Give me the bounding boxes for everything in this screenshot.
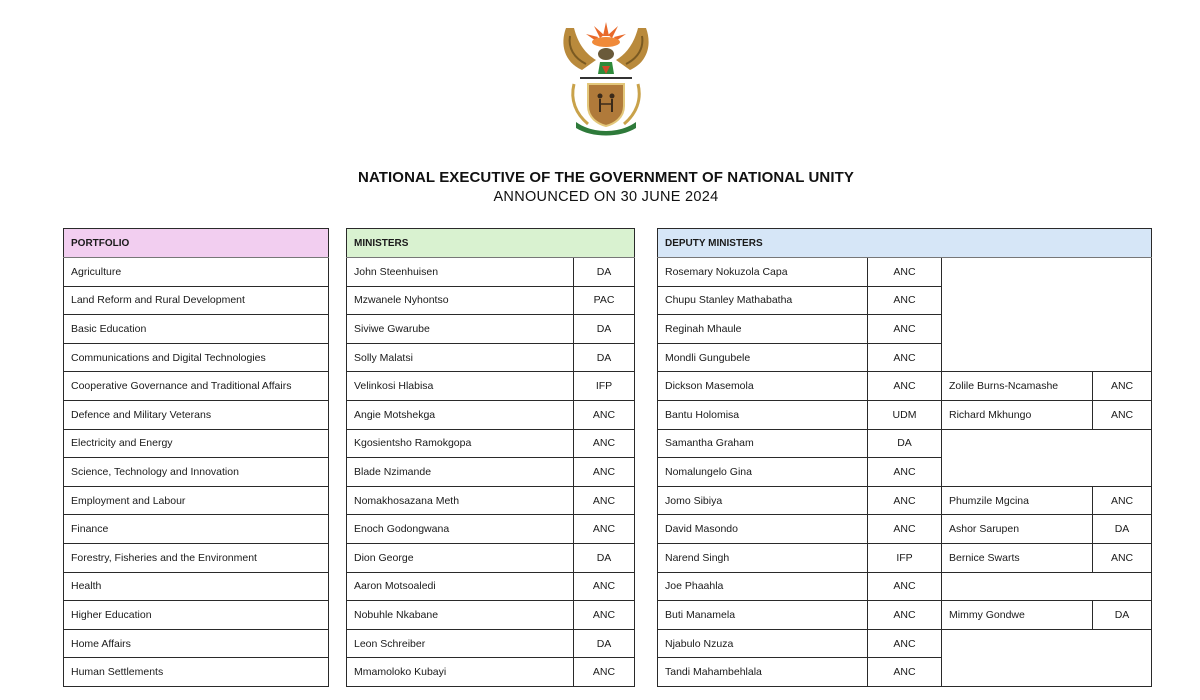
page-title: NATIONAL EXECUTIVE OF THE GOVERNMENT OF NATIONAL UNITY — [358, 169, 854, 186]
second-party-cell: DA — [1093, 601, 1152, 630]
minister-name: Kgosientsho Ramokgopa — [347, 429, 574, 458]
deputy-name: Rosemary Nokuzola Capa — [658, 258, 868, 287]
second-deputy-name: Ashor Sarupen — [942, 515, 1093, 544]
portfolio-cell: Higher Education — [64, 601, 329, 630]
party-cell: ANC — [868, 601, 942, 630]
portfolio-cell: Land Reform and Rural Development — [64, 286, 329, 315]
empty-cell — [942, 258, 1152, 372]
party-cell: DA — [574, 258, 635, 287]
minister-name: Dion George — [347, 543, 574, 572]
table-row — [347, 400, 635, 429]
second-deputy-name: Mimmy Gondwe — [942, 601, 1093, 630]
table-row — [64, 400, 329, 429]
table-row — [658, 543, 1152, 572]
table-row — [347, 458, 635, 487]
deputy-name: Mondli Gungubele — [658, 343, 868, 372]
minister-name: Siviwe Gwarube — [347, 315, 574, 344]
minister-name: Solly Malatsi — [347, 343, 574, 372]
table-row — [658, 601, 1152, 630]
second-party-cell: ANC — [1093, 486, 1152, 515]
deputy-name: Buti Manamela — [658, 601, 868, 630]
empty-cell — [942, 572, 1152, 601]
minister-name: Enoch Godongwana — [347, 515, 574, 544]
table-row — [347, 658, 635, 687]
party-cell: DA — [574, 543, 635, 572]
portfolio-cell: Defence and Military Veterans — [64, 400, 329, 429]
table-row — [347, 372, 635, 401]
portfolio-header: PORTFOLIO — [64, 229, 329, 258]
party-cell: ANC — [868, 486, 942, 515]
table-row — [347, 429, 635, 458]
table-row — [64, 543, 329, 572]
party-cell: PAC — [574, 286, 635, 315]
minister-name: Nobuhle Nkabane — [347, 601, 574, 630]
table-row — [658, 515, 1152, 544]
table-row — [658, 400, 1152, 429]
party-cell: ANC — [868, 458, 942, 487]
deputy-name: Samantha Graham — [658, 429, 868, 458]
announcement-date: ANNOUNCED ON 30 JUNE 2024 — [493, 189, 719, 205]
table-row — [64, 658, 329, 687]
deputy-ministers-table — [657, 228, 1152, 687]
party-cell: ANC — [868, 372, 942, 401]
minister-name: Aaron Motsoaledi — [347, 572, 574, 601]
deputy-name: Jomo Sibiya — [658, 486, 868, 515]
table-row — [64, 601, 329, 630]
table-row — [347, 343, 635, 372]
empty-cell — [942, 629, 1152, 686]
party-cell: DA — [574, 343, 635, 372]
party-cell: ANC — [868, 315, 942, 344]
party-cell: ANC — [574, 429, 635, 458]
table-row — [64, 515, 329, 544]
second-deputy-name: Phumzile Mgcina — [942, 486, 1093, 515]
second-deputy-name: Richard Mkhungo — [942, 400, 1093, 429]
portfolio-cell: Communications and Digital Technologies — [64, 343, 329, 372]
table-row — [64, 429, 329, 458]
minister-name: Mzwanele Nyhontso — [347, 286, 574, 315]
second-party-cell: DA — [1093, 515, 1152, 544]
coat-of-arms-icon — [556, 14, 656, 136]
deputy-name: Nomalungelo Gina — [658, 458, 868, 487]
table-row — [64, 629, 329, 658]
minister-name: John Steenhuisen — [347, 258, 574, 287]
table-row — [64, 458, 329, 487]
second-party-cell: ANC — [1093, 543, 1152, 572]
party-cell: ANC — [574, 486, 635, 515]
portfolio-cell: Forestry, Fisheries and the Environment — [64, 543, 329, 572]
party-cell: DA — [574, 629, 635, 658]
party-cell: ANC — [868, 343, 942, 372]
second-deputy-name: Zolile Burns-Ncamashe — [942, 372, 1093, 401]
minister-name: Velinkosi Hlabisa — [347, 372, 574, 401]
party-cell: ANC — [868, 258, 942, 287]
table-row — [347, 572, 635, 601]
party-cell: IFP — [868, 543, 942, 572]
deputy-name: David Masondo — [658, 515, 868, 544]
party-cell: DA — [574, 315, 635, 344]
table-row — [347, 629, 635, 658]
party-cell: ANC — [868, 515, 942, 544]
table-row — [64, 315, 329, 344]
minister-name: Mmamoloko Kubayi — [347, 658, 574, 687]
second-deputy-name: Bernice Swarts — [942, 543, 1093, 572]
table-row — [347, 486, 635, 515]
table-row — [64, 372, 329, 401]
minister-name: Blade Nzimande — [347, 458, 574, 487]
party-cell: DA — [868, 429, 942, 458]
deputy-name: Reginah Mhaule — [658, 315, 868, 344]
deputy-ministers-header: DEPUTY MINISTERS — [658, 229, 1152, 258]
minister-name: Nomakhosazana Meth — [347, 486, 574, 515]
table-row — [347, 601, 635, 630]
second-party-cell: ANC — [1093, 400, 1152, 429]
deputy-name: Tandi Mahambehlala — [658, 658, 868, 687]
ministers-table — [346, 228, 635, 687]
party-cell: ANC — [868, 629, 942, 658]
table-row — [658, 486, 1152, 515]
deputy-name: Chupu Stanley Mathabatha — [658, 286, 868, 315]
party-cell: UDM — [868, 400, 942, 429]
party-cell: ANC — [574, 572, 635, 601]
party-cell: ANC — [574, 458, 635, 487]
party-cell: ANC — [574, 515, 635, 544]
empty-cell — [942, 429, 1152, 486]
table-row — [658, 372, 1152, 401]
table-row — [347, 543, 635, 572]
minister-name: Angie Motshekga — [347, 400, 574, 429]
deputy-name: Joe Phaahla — [658, 572, 868, 601]
table-row — [347, 515, 635, 544]
party-cell: ANC — [574, 400, 635, 429]
party-cell: ANC — [868, 572, 942, 601]
deputy-name: Bantu Holomisa — [658, 400, 868, 429]
party-cell: ANC — [868, 286, 942, 315]
table-row — [347, 315, 635, 344]
table-row — [658, 258, 1152, 287]
portfolio-cell: Cooperative Governance and Traditional Affairs — [64, 372, 329, 401]
portfolio-cell: Health — [64, 572, 329, 601]
table-row — [658, 572, 1152, 601]
deputy-name: Dickson Masemola — [658, 372, 868, 401]
table-row — [64, 572, 329, 601]
party-cell: ANC — [574, 601, 635, 630]
portfolio-cell: Science, Technology and Innovation — [64, 458, 329, 487]
table-row — [64, 486, 329, 515]
table-row — [64, 343, 329, 372]
portfolio-cell: Home Affairs — [64, 629, 329, 658]
party-cell: IFP — [574, 372, 635, 401]
ministers-header: MINISTERS — [347, 229, 635, 258]
deputy-name: Narend Singh — [658, 543, 868, 572]
table-row — [347, 258, 635, 287]
portfolio-cell: Employment and Labour — [64, 486, 329, 515]
portfolio-cell: Basic Education — [64, 315, 329, 344]
table-row — [64, 258, 329, 287]
portfolio-cell: Human Settlements — [64, 658, 329, 687]
portfolio-table — [63, 228, 329, 687]
party-cell: ANC — [574, 658, 635, 687]
table-row — [658, 629, 1152, 658]
portfolio-cell: Finance — [64, 515, 329, 544]
portfolio-cell: Agriculture — [64, 258, 329, 287]
minister-name: Leon Schreiber — [347, 629, 574, 658]
table-row — [658, 429, 1152, 458]
portfolio-cell: Electricity and Energy — [64, 429, 329, 458]
table-row — [347, 286, 635, 315]
second-party-cell: ANC — [1093, 372, 1152, 401]
table-row — [64, 286, 329, 315]
party-cell: ANC — [868, 658, 942, 687]
deputy-name: Njabulo Nzuza — [658, 629, 868, 658]
